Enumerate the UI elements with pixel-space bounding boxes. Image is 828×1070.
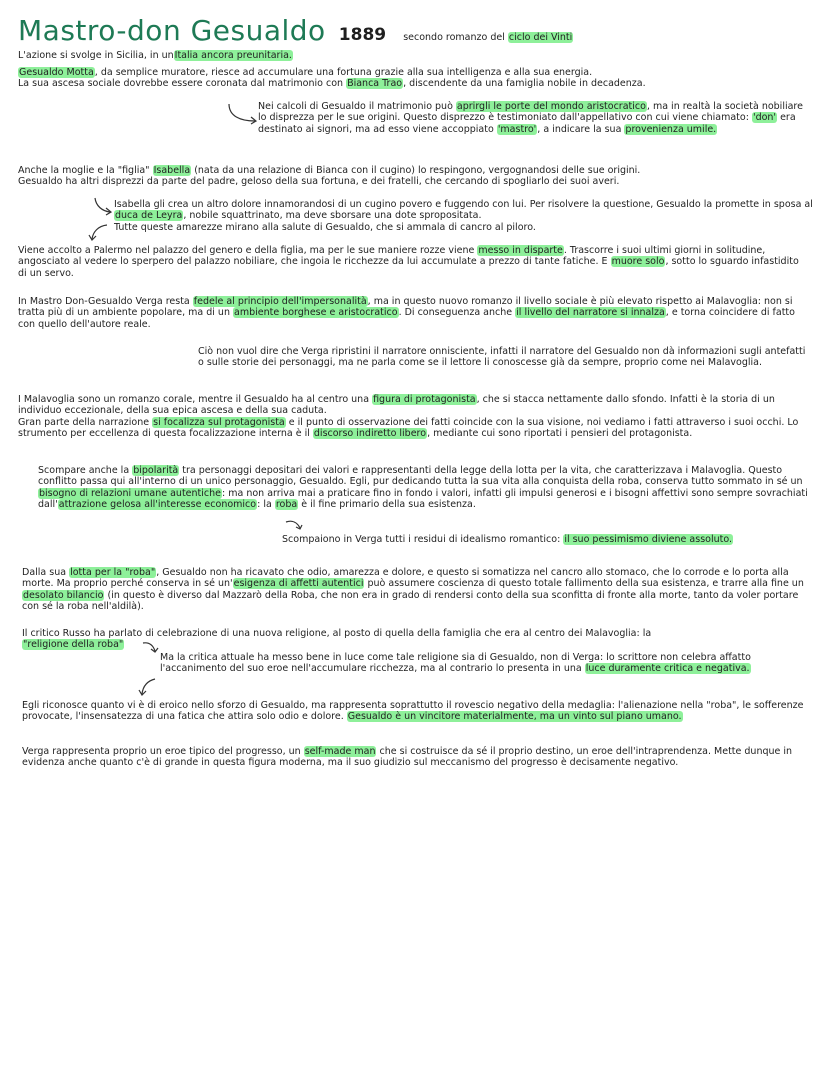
highlight: 'don': [752, 112, 777, 124]
curved-arrow-icon: [88, 222, 110, 242]
paragraph-8: Ciò non vuol dire che Verga ripristini il narratore onnisciente, infatti il narratore del Gesualdo non dà informazioni sugli antefatti o sulle storie dei personaggi, ma ne parla come se il lettore li conoscesse già da sempre, proprio come nei Malavoglia.: [198, 346, 806, 369]
highlight: roba: [275, 498, 298, 510]
highlight: aprirgli le porte del mondo aristocratico: [456, 101, 646, 112]
highlight: Bianca Trao: [347, 78, 403, 90]
paragraph-9: I Malavoglia sono un romanzo corale, mentre il Gesualdo ha al centro una figura di protagonista, che si stacca nettamente dallo sfondo. Infatti è la storia di un individuo eccezionale, della sua epica ascesa e della sua caduta. Gran parte della narrazione si focalizza sul protagonista e il punto di osservazione dei fatti coincide con la sua visione, noi vediamo i fatti attraverso i suoi occhi. Lo strumento per eccellenza di questa focalizzazione interna è il discorso indiretto libero, mediante cui sono riportati i pensieri del protagonista.: [18, 394, 799, 439]
highlight: attrazione gelosa all'interesse economico: [58, 498, 257, 510]
highlight: Gesualdo è un vincitore materialmente, ma un vinto sul piano umano.: [347, 711, 682, 723]
highlight: self-made man: [304, 746, 376, 757]
curved-arrow-icon: [136, 676, 158, 698]
highlight: 'mastro': [497, 123, 537, 135]
highlight: messo in disparte: [478, 245, 563, 256]
paragraph-15: Egli riconosce quanto vi è di eroico nello sforzo di Gesualdo, ma rappresenta soprattutto il rovescio negativo della medaglia: l'alienazione nella "roba", le sofferenze provocate, l'insensatezza di una fatica che attira solo odio e dolore. Gesualdo è un vincitore materialmente, ma un vinto sul piano umano.: [22, 700, 804, 723]
curved-arrow-icon: [284, 518, 304, 532]
paragraph-7: In Mastro Don-Gesualdo Verga resta fedele al principio dell'impersonalità, ma in questo nuovo romanzo il livello sociale è più elevato rispetto ai Malavoglia: non si tratta più di un ambiente popolare, ma di un ambiente borghese e aristocratico. Di conseguenza anche il livello del narratore si innalza, e torna coincidere di fatto con quello dell'autore reale.: [18, 296, 795, 330]
paragraph-10: Scompare anche la bipolarità tra personaggi depositari dei valori e rappresentanti della legge della lotta per la vita, che caratterizzava i Malavoglia. Questo conflitto passa qui all'interno di un unico personaggio, Gesualdo. Egli, pur dedicando tutta la sua vita alla conquista della roba, conserva tutto sommato in sé un bisogno di relazioni umane autentiche: ma non arriva mai a praticare fino in fondo i valori, infatti gli impulsi generosi e i bisogni affettivi sono sempre sovrachiati dall'attrazione gelosa all'interesse economico: la roba è il fine primario della sua esistenza.: [38, 465, 808, 510]
highlight: bisogno di relazioni umane autentiche: [39, 487, 221, 499]
highlight: muore solo: [611, 256, 665, 268]
paragraph-3: Nei calcoli di Gesualdo il matrimonio può aprirgli le porte del mondo aristocratico, ma in realtà la società nobiliare lo disprezza per le sue origini. Questo disprezzo è testimoniato dall'appellativo con cui viene chiamato: 'don' era destinato ai signori, ma ad esso viene accoppiato 'mastro', a indicare la sua provenienza umile.: [258, 101, 803, 135]
header: [18, 14, 573, 47]
page-title: Mastro-don Gesualdo: [18, 14, 326, 47]
paragraph-2: Gesualdo Motta, da semplice muratore, riesce ad accumulare una fortuna grazie alla sua intelligenza e alla sua energia. La sua ascesa sociale dovrebbe essere coronata dal matrimonio con Bianca Trao, discendente da una famiglia nobile in decadenza.: [18, 67, 646, 90]
highlight: Italia ancora preunitaria.: [174, 50, 292, 61]
paragraph-1: L'azione si svolge in Sicilia, in unItalia ancora preunitaria.: [18, 50, 292, 61]
curved-arrow-icon: [226, 102, 260, 126]
highlight: provenienza umile.: [625, 123, 717, 135]
highlight: discorso indiretto libero: [313, 427, 427, 439]
paragraph-14: Ma la critica attuale ha messo bene in luce come tale religione sia di Gesualdo, non di Verga: lo scrittore non celebra affatto l'accanimento del suo eroe nell'accumulare ricchezza, ma al contrario lo presenta in una luce duramente critica e negativa.: [160, 652, 751, 675]
curved-arrow-icon: [92, 196, 114, 216]
paragraph-5: Isabella gli crea un altro dolore innamorandosi di un cugino povero e fuggendo con lui. Per risolvere la questione, Gesualdo la promette in sposa al duca de Leyra, nobile squattrinato, ma deve sborsare una dote spropositata. Tutte queste amarezze mirano alla salute di Gesualdo, che si ammala di cancro al piloro.: [114, 199, 813, 233]
highlight: figura di protagonista: [373, 394, 476, 405]
highlight: si focalizza sul protagonista: [153, 416, 285, 428]
highlight: Isabella: [153, 165, 191, 176]
paragraph-16: Verga rappresenta proprio un eroe tipico del progresso, un self-made man che si costruisce da sé il proprio destino, un eroe dell'intraprendenza. Mette dunque in evidenza anche quanto c'è di grande in questa figura moderna, ma il suo giudizio sul meccanismo del progresso è decisamente negativo.: [22, 746, 793, 769]
highlight: luce duramente critica e negativa.: [585, 663, 750, 675]
highlight: desolato bilancio: [23, 589, 104, 601]
highlight: il suo pessimismo diviene assoluto.: [564, 534, 733, 545]
subtitle-text: secondo romanzo del: [403, 32, 505, 43]
highlight: lotta per la "roba": [70, 567, 156, 578]
highlight: il livello del narratore si innalza: [516, 307, 665, 319]
highlight: ciclo dei Vinti: [508, 32, 573, 43]
paragraph-6: Viene accolto a Palermo nel palazzo del genero e della figlia, ma per le sue maniere rozze viene messo in disparte. Trascorre i suoi ultimi giorni in solitudine, angosciato al vedere lo sperpero del palazzo nobiliare, che ingoia le ricchezze da lui accumulate a prezzo di tante fatiche. E muore solo, sotto lo sguardo infastidito di un servo.: [18, 245, 799, 279]
year: 1889: [338, 25, 387, 45]
highlight: bipolarità: [133, 465, 179, 476]
curved-arrow-icon: [140, 640, 162, 656]
highlight: duca de Leyra: [115, 210, 183, 222]
paragraph-12: Dalla sua lotta per la "roba", Gesualdo non ha ricavato che odio, amarezza e dolore, e questo si somatizza nel cancro allo stomaco, che lo corrode e lo porta alla morte. Ma proprio perché conserva in sé un'esigenza di affetti autentici può assumere coscienza di questo totale fallimento della sua esistenza, e trarre alla fine un desolato bilancio (in questo è diverso dal Mazzarò della Roba, che non era in grado di rendersi conto della sua sconfitta di fronte alla morte, tanto da voler portare con sé la roba nell'aldilà).: [22, 567, 804, 612]
highlight: "religione della roba": [23, 639, 124, 651]
paragraph-13: Il critico Russo ha parlato di celebrazione di una nuova religione, al posto di quella della famiglia che era al centro dei Malavoglia: la "religione della roba": [22, 628, 652, 651]
highlight: Gesualdo Motta: [19, 67, 94, 78]
paragraph-4: Anche la moglie e la "figlia" Isabella (nata da una relazione di Bianca con il cugino) lo respingono, vergognandosi delle sue origini. Gesualdo ha altri disprezzi da parte del padre, geloso della sua fortuna, e dei fratelli, che cercando di spogliarlo dei suoi averi.: [18, 165, 641, 188]
paragraph-11: Scompaiono in Verga tutti i residui di idealismo romantico: il suo pessimismo diviene assoluto.: [282, 534, 733, 545]
highlight: fedele al principio dell'impersonalità: [193, 296, 367, 307]
highlight: ambiente borghese e aristocratico: [234, 307, 398, 319]
highlight: esigenza di affetti autentici: [233, 578, 364, 590]
subtitle: [403, 32, 573, 43]
